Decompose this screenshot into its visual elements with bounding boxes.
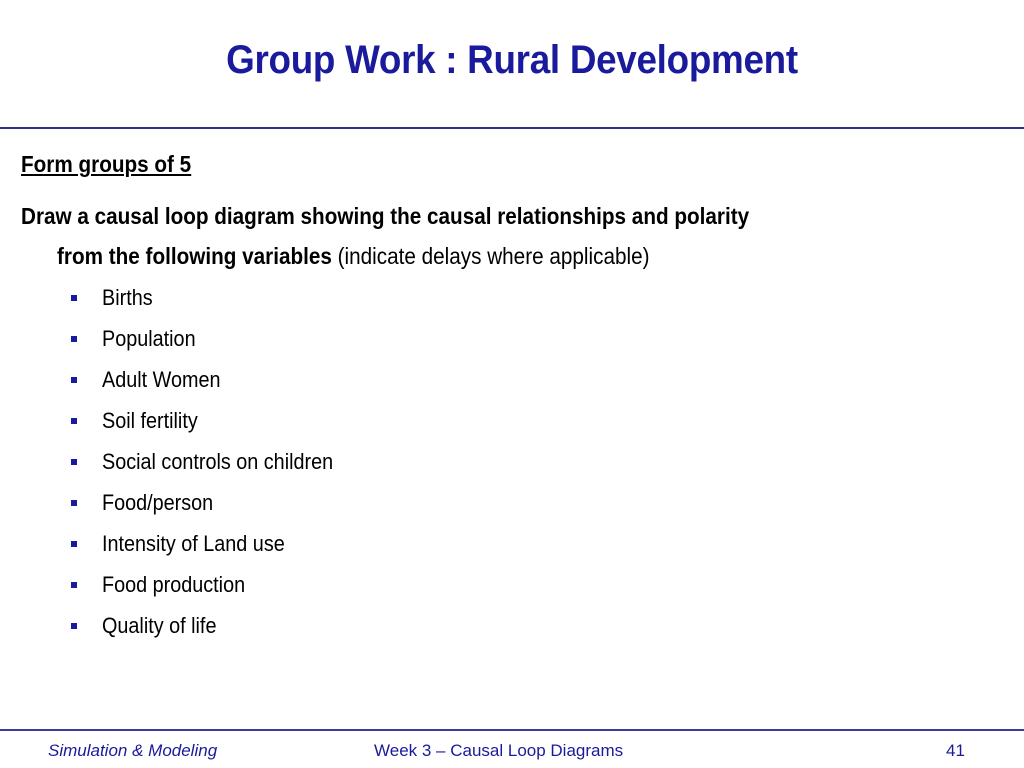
list-item-label: Adult Women [102, 367, 221, 392]
footer-divider [0, 729, 1024, 731]
list-item-label: Social controls on children [102, 449, 334, 474]
square-bullet-icon [71, 418, 77, 424]
footer-course-name: Simulation & Modeling [48, 741, 218, 760]
square-bullet-icon [71, 500, 77, 506]
square-bullet-icon [71, 295, 77, 301]
group-size-heading: Form groups of 5 [21, 151, 192, 177]
list-item [70, 487, 359, 528]
square-bullet-icon [71, 623, 77, 629]
list-item [70, 364, 359, 405]
list-item [70, 405, 359, 446]
title-divider [0, 127, 1024, 129]
variable-list [70, 282, 359, 651]
slide-body [21, 146, 1011, 276]
instruction-line-2-bold: from the following variables [57, 243, 332, 269]
square-bullet-icon [71, 541, 77, 547]
instruction-line-2-note: (indicate delays where applicable) [331, 243, 650, 269]
slide-footer [0, 741, 1024, 763]
square-bullet-icon [71, 582, 77, 588]
square-bullet-icon [71, 459, 77, 465]
instruction-line-2 [21, 236, 1011, 276]
slide-title: Group Work : Rural Development [226, 38, 798, 82]
instruction-line-1: Draw a causal loop diagram showing the causal relationships and polarity [21, 203, 750, 229]
list-item-label: Quality of life [102, 613, 217, 638]
footer-lecture-title: Week 3 – Causal Loop Diagrams [374, 741, 624, 760]
list-item-label: Food production [102, 572, 246, 597]
list-item [70, 323, 359, 364]
list-item [70, 528, 359, 569]
list-item-label: Births [102, 285, 153, 310]
square-bullet-icon [71, 377, 77, 383]
list-item-label: Food/person [102, 490, 214, 515]
instruction-text [21, 196, 1011, 276]
square-bullet-icon [71, 336, 77, 342]
list-item-label: Population [102, 326, 196, 351]
slide-number: 41 [946, 741, 965, 760]
list-item [70, 569, 359, 610]
list-item [70, 282, 359, 323]
list-item-label: Soil fertility [102, 408, 198, 433]
list-item [70, 610, 359, 651]
list-item-label: Intensity of Land use [102, 531, 285, 556]
list-item [70, 446, 359, 487]
